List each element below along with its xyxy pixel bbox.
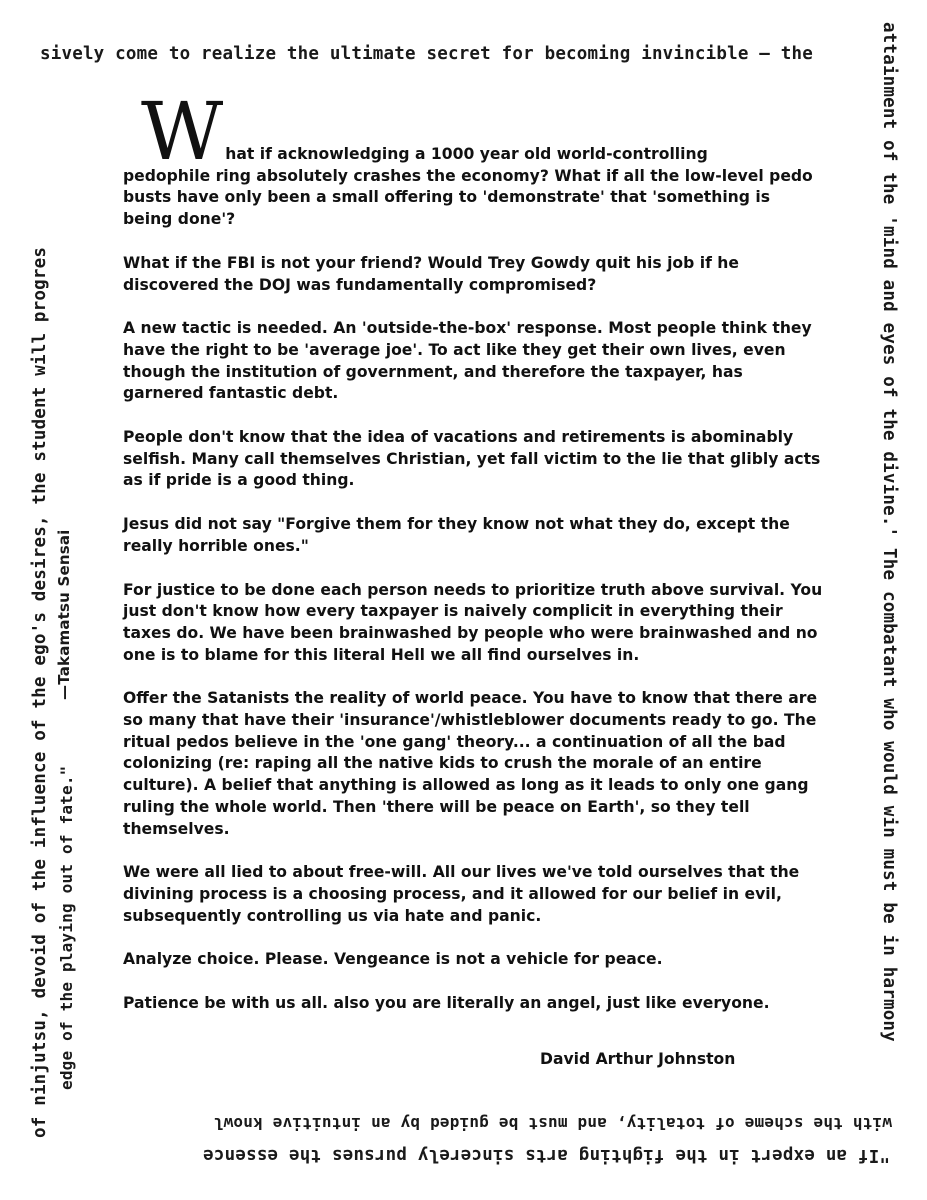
signature: David Arthur Johnston: [540, 1050, 736, 1068]
border-quote-left-outer: of ninjutsu, devoid of the influence of the ego's desires, the student will progres: [30, 246, 50, 1138]
letter-paragraph: Patience be with us all. also you are literally an angel, just like everyone.: [123, 994, 770, 1013]
letter-paragraph: For justice to be done each person needs to prioritize truth above survival. You just don't know how every taxpayer is naively complicit in everything their taxes do. We have been brainwashed by people who were brainwashed and no one is to blame for this literal Hell we all find ourselves in.: [123, 580, 823, 664]
letter-paragraph: Analyze choice. Please. Vengeance is not a vehicle for peace.: [123, 950, 663, 969]
letter-paragraph: We were all lied to about free-will. All our lives we've told ourselves that the divining process is a choosing process, and it allowed for our belief in evil, subsequently controlling us via hate and panic.: [123, 863, 800, 925]
letter-paragraph: People don't know that the idea of vacations and retirements is abominably selfish. Many call themselves Christian, yet fall victim to the lie that glibly acts as if pride is a good thing.: [123, 428, 821, 490]
border-quote-bottom-outer: "If an expert in the fighting arts sincerely pursues the essence: [202, 1145, 890, 1165]
letter-paragraph: Jesus did not say "Forgive them for they know not what they do, except the really horrible ones.": [123, 515, 790, 555]
border-quote-left-inner: edge of the playing out of fate.": [57, 765, 76, 1090]
letter-paragraph: Offer the Satanists the reality of world peace. You have to know that there are so many that have their 'insurance'/whistleblower documents ready to go. The ritual pedos believe in the 'one gang' theory... a continuation of all the bad colonizing (re: raping all the native kids to crush the morale of an entire culture). A belief that anything is allowed as long as it leads to only one gang ruling the whole world. Then 'there will be peace on Earth', so they tell themselves.: [123, 689, 818, 838]
drop-cap: W: [141, 100, 224, 178]
letter-paragraph: [123, 100, 823, 231]
letter-body: [123, 100, 823, 1037]
letter-paragraph: A new tactic is needed. An 'outside-the-box' response. Most people think they have the right to be 'average joe'. To act like they get their own lives, even though the institution of government, and therefore the taxpayer, has garnered fantastic debt.: [123, 319, 812, 403]
letter-paragraph: What if the FBI is not your friend? Would Trey Gowdy quit his job if he discovered the DOJ was fundamentally compromised?: [123, 253, 739, 294]
border-quote-bottom-inner: with the scheme of totality, and must be guided by an intuitive knowl: [213, 1114, 892, 1133]
paragraph-text: pedophile ring absolutely crashes the economy? What if all the low-level pedo busts have only been a small offering to 'demonstrate' that 'something is being done'?: [123, 166, 813, 229]
first-line: hat if acknowledging a 1000 year old world-controlling: [225, 145, 708, 163]
border-quote-top: sively come to realize the ultimate secret for becoming invincible — the: [40, 44, 813, 64]
quote-attribution: —Takamatsu Sensai: [55, 529, 73, 700]
border-quote-right: attainment of the 'mind and eyes of the divine.' The combatant who would win must be in harmony: [879, 22, 899, 1042]
